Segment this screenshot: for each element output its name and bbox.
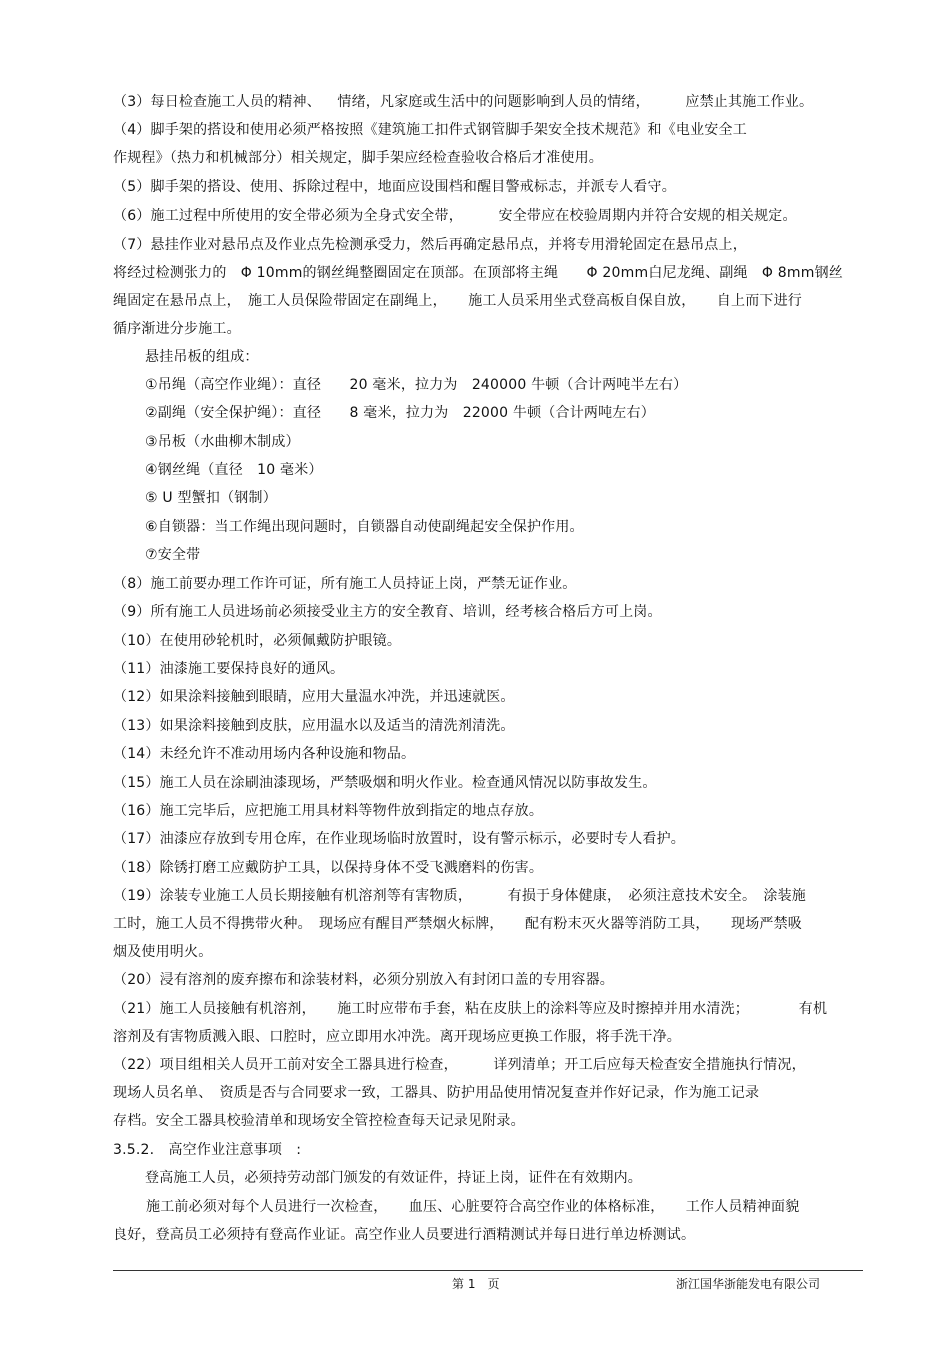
text-line: 工时，施工人员不得携带火种。 现场应有醒目严禁烟火标牌， 配有粉末灭火器等消防工具， 现场严禁吸 bbox=[113, 916, 802, 932]
text-line: （20）浸有溶剂的废弃擦布和涂装材料，必须分别放入有封闭口盖的专用容器。 bbox=[113, 972, 615, 988]
list-item: ⑦安全带 bbox=[145, 547, 201, 563]
text-line: （5）脚手架的搭设、使用、拆除过程中，地面应设围档和醒目警戒标志，并派专人看守。 bbox=[113, 179, 676, 195]
text-line: 悬挂吊板的组成： bbox=[145, 349, 259, 365]
text-line: 将经过检测张力的 Φ 10mm的钢丝绳整圈固定在顶部。在顶部将主绳 Φ 20mm白尼龙绳、副绳 Φ 8mm钢丝 bbox=[113, 265, 843, 281]
text-line: 绳固定在悬吊点上， 施工人员保险带固定在副绳上， 施工人员采用坐式登高板自保自放， 自上而下进行 bbox=[113, 293, 802, 309]
text-line: （21）施工人员接触有机溶剂， 施工时应带布手套，粘在皮肤上的涂料等应及时擦掉并用水清洗； 有机 bbox=[113, 1001, 828, 1017]
text-line: （13）如果涂料接触到皮肤，应用温水以及适当的清洗剂清洗。 bbox=[113, 718, 515, 734]
text-line: （10）在使用砂轮机时，必须佩戴防护眼镜。 bbox=[113, 633, 402, 649]
list-item: ③吊板（水曲柳木制成） bbox=[145, 434, 300, 450]
text-line: 施工前必须对每个人员进行一次检查， 血压、心脏要符合高空作业的体格标准， 工作人员精神面貌 bbox=[146, 1199, 800, 1215]
text-line: （4）脚手架的搭设和使用必须严格按照《建筑施工扣件式钢管脚手架安全技术规范》和《电业安全工 bbox=[113, 122, 747, 138]
text-line: （12）如果涂料接触到眼睛，应用大量温水冲洗，并迅速就医。 bbox=[113, 689, 515, 705]
footer-divider bbox=[113, 1270, 863, 1271]
text-line: （15）施工人员在涂刷油漆现场，严禁吸烟和明火作业。检查通风情况以防事故发生。 bbox=[113, 775, 657, 791]
text-line: 现场人员名单、 资质是否与合同要求一致，工器具、防护用品使用情况复查并作好记录，作为施工记录 bbox=[113, 1085, 760, 1101]
text-line: （17）油漆应存放到专用仓库，在作业现场临时放置时，设有警示标示，必要时专人看护。 bbox=[113, 831, 686, 847]
text-line: 登高施工人员，必须持劳动部门颁发的有效证件，持证上岗，证件在有效期内。 bbox=[145, 1170, 642, 1186]
text-line: （11）油漆施工要保持良好的通风。 bbox=[113, 661, 345, 677]
text-line: （7）悬挂作业对悬吊点及作业点先检测承受力，然后再确定悬吊点，并将专用滑轮固定在悬吊点上， bbox=[113, 237, 747, 253]
text-line: （22）项目组相关人员开工前对安全工器具进行检查， 详列清单；开工后应每天检查安全措施执行情况， bbox=[113, 1057, 806, 1073]
text-line: （14）未经允许不准动用场内各种设施和物品。 bbox=[113, 746, 416, 762]
text-line: （8）施工前要办理工作许可证，所有施工人员持证上岗，严禁无证作业。 bbox=[113, 576, 577, 592]
list-item: ⑥自锁器：当工作绳出现问题时，自锁器自动使副绳起安全保护作用。 bbox=[145, 519, 584, 535]
text-line: （9）所有施工人员进场前必须接受业主方的安全教育、培训，经考核合格后方可上岗。 bbox=[113, 604, 662, 620]
text-line: 溶剂及有害物质溅入眼、口腔时，应立即用水冲洗。离开现场应更换工作服，将手洗干净。 bbox=[113, 1029, 681, 1045]
list-item: ②副绳（安全保护绳）：直径 8 毫米，拉力为 22000 牛顿（合计两吨左右） bbox=[145, 405, 655, 421]
list-item: ⑤ U 型蟹扣（钢制） bbox=[145, 490, 277, 506]
page-number: 第 1 页 bbox=[452, 1277, 500, 1291]
text-line: （19）涂装专业施工人员长期接触有机溶剂等有害物质， 有损于身体健康， 必须注意技术安全。 涂装施 bbox=[113, 888, 807, 904]
text-line: 烟及使用明火。 bbox=[113, 944, 213, 960]
section-heading: 3.5.2. 高空作业注意事项 : bbox=[113, 1142, 302, 1158]
text-line: （3）每日检查施工人员的精神、 情绪，凡家庭或生活中的问题影响到人员的情绪， 应禁止其施工作业。 bbox=[113, 94, 814, 110]
text-line: （18）除锈打磨工应戴防护工具，以保持身体不受飞溅磨料的伤害。 bbox=[113, 860, 544, 876]
list-item: ①吊绳（高空作业绳）：直径 20 毫米，拉力为 240000 牛顿（合计两吨半左右） bbox=[145, 377, 688, 393]
text-line: 良好，登高员工必须持有登高作业证。高空作业人员要进行酒精测试并每日进行单边桥测试。 bbox=[113, 1227, 696, 1243]
text-line: 作规程》（热力和机械部分）相关规定，脚手架应经检查验收合格后才准使用。 bbox=[113, 150, 603, 166]
list-item: ④钢丝绳（直径 10 毫米） bbox=[145, 462, 323, 478]
footer-company: 浙江国华浙能发电有限公司 bbox=[676, 1277, 821, 1291]
text-line: 存档。安全工器具校验清单和现场安全管控检查每天记录见附录。 bbox=[113, 1113, 525, 1129]
text-line: （16）施工完毕后，应把施工用具材料等物件放到指定的地点存放。 bbox=[113, 803, 544, 819]
text-line: （6）施工过程中所使用的安全带必须为全身式安全带， 安全带应在校验周期内并符合安规的相关规定。 bbox=[113, 208, 797, 224]
text-line: 循序渐进分步施工。 bbox=[113, 321, 241, 337]
